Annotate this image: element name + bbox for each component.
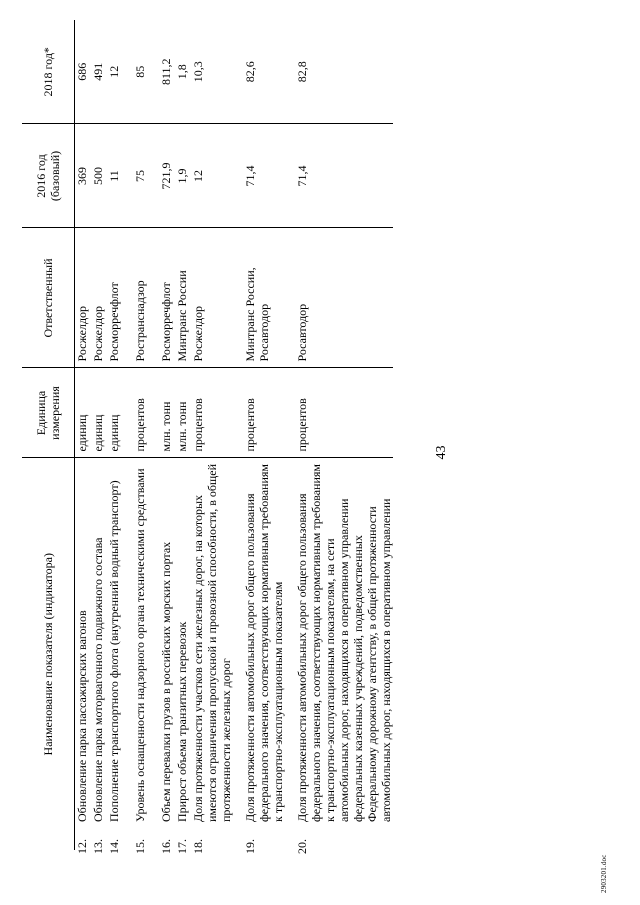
value-2016-cell: 500 xyxy=(91,124,107,228)
header-name: Наименование показателя (индикатора) xyxy=(22,458,75,850)
table-row xyxy=(91,20,107,850)
unit-cell: млн. тонн xyxy=(159,368,175,458)
header-unit: Единица измерения xyxy=(22,368,75,458)
table-row xyxy=(295,20,393,850)
indicator-name-cell xyxy=(243,458,285,854)
indicator-name: Уровень оснащенности надзорного органа техническими средствами xyxy=(133,468,147,822)
indicator-name-cell xyxy=(175,458,191,854)
value-2016-cell: 75 xyxy=(133,124,149,228)
indicator-name: Прирост объема транзитных перевозок xyxy=(175,621,189,822)
indicator-name: Обновление парка пассажирских вагонов xyxy=(75,610,89,822)
unit-cell: процентов xyxy=(191,368,233,458)
unit-cell: процентов xyxy=(295,368,393,458)
value-2016-cell: 71,4 xyxy=(243,124,285,228)
row-number: 14. xyxy=(107,839,121,854)
responsible-cell: Ространснадзор xyxy=(133,228,149,368)
table-row xyxy=(107,20,123,850)
footer-code: 2903201.doc xyxy=(600,854,608,893)
table-row xyxy=(159,20,175,850)
indicator-name: Обновление парка моторвагонного подвижного состава xyxy=(91,537,105,822)
indicator-name-cell xyxy=(91,458,107,854)
value-2016-cell: 721,9 xyxy=(159,124,175,228)
responsible-cell: Росморречфлот xyxy=(159,228,175,368)
responsible-cell: Росжелдор xyxy=(91,228,107,368)
header-responsible: Ответственный xyxy=(22,228,75,368)
value-2018-cell: 82,8 xyxy=(295,20,393,124)
indicator-name-cell xyxy=(191,458,233,854)
row-spacer xyxy=(285,20,295,850)
value-2016-cell: 369 xyxy=(75,124,92,228)
value-2018-cell: 85 xyxy=(133,20,149,124)
table-row xyxy=(75,20,92,850)
row-number: 13. xyxy=(91,839,105,854)
indicator-name-cell xyxy=(159,458,175,854)
value-2016-cell: 11 xyxy=(107,124,123,228)
unit-cell: единиц xyxy=(75,368,92,458)
value-2018-cell: 811,2 xyxy=(159,20,175,124)
value-2018-cell: 686 xyxy=(75,20,92,124)
indicators-table xyxy=(22,20,393,854)
value-2018-cell: 491 xyxy=(91,20,107,124)
row-spacer xyxy=(233,20,243,850)
row-number: 15. xyxy=(133,839,147,854)
indicator-name: Пополнение транспортного флота (внутренний водный транспорт) xyxy=(107,480,121,822)
unit-cell: единиц xyxy=(107,368,123,458)
table-row xyxy=(133,20,149,850)
indicator-name: Доля протяженности участков сети железных дорог, на которых имеются ограничения пропускной и провозной способности, в общей протяженности железных дорог xyxy=(191,463,233,822)
row-number: 12. xyxy=(75,839,89,854)
row-number: 18. xyxy=(191,839,205,854)
responsible-cell: Росморречфлот xyxy=(107,228,123,368)
unit-cell: единиц xyxy=(91,368,107,458)
indicator-name-cell xyxy=(133,458,149,854)
header-2016: 2016 год (базовый) xyxy=(22,124,75,228)
row-spacer xyxy=(149,20,159,850)
table-row xyxy=(243,20,285,850)
page-number: 43 xyxy=(434,445,449,460)
indicator-name: Доля протяженности автомобильных дорог общего пользования федерального значения, соответствующих нормативным требованиям к транспортно-эксплуатационным показателям xyxy=(243,463,285,822)
unit-cell: процентов xyxy=(133,368,149,458)
row-number: 16. xyxy=(159,839,173,854)
value-2016-cell: 12 xyxy=(191,124,233,228)
row-spacer xyxy=(123,20,133,850)
row-number: 20. xyxy=(295,839,309,854)
value-2018-cell: 12 xyxy=(107,20,123,124)
value-2018-cell: 82,6 xyxy=(243,20,285,124)
row-number: 19. xyxy=(243,839,257,854)
value-2016-cell: 71,4 xyxy=(295,124,393,228)
value-2016-cell: 1,9 xyxy=(175,124,191,228)
header-2018: 2018 год* xyxy=(22,20,75,124)
responsible-cell: Минтранс России, Росавтодор xyxy=(243,228,285,368)
indicator-name-cell xyxy=(107,458,123,854)
header-row xyxy=(22,20,75,850)
value-2018-cell: 1,8 xyxy=(175,20,191,124)
responsible-cell: Минтранс России xyxy=(175,228,191,368)
row-number: 17. xyxy=(175,839,189,854)
table-row xyxy=(175,20,191,850)
value-2018-cell: 10,3 xyxy=(191,20,233,124)
indicator-name-cell xyxy=(295,458,393,854)
responsible-cell: Росавтодор xyxy=(295,228,393,368)
indicator-name-cell xyxy=(75,458,92,854)
responsible-cell: Росжелдор xyxy=(75,228,92,368)
unit-cell: млн. тонн xyxy=(175,368,191,458)
unit-cell: процентов xyxy=(243,368,285,458)
responsible-cell: Росжелдор xyxy=(191,228,233,368)
indicator-name: Объем перевалки грузов в российских морских портах xyxy=(159,541,173,822)
table-row xyxy=(191,20,233,850)
indicator-name: Доля протяженности автомобильных дорог общего пользования федерального значения, соответствующих нормативным требованиям к транспортно-эксплуатационным показателям, на сети автомобильных дорог, находящихся в оперативном управлении федеральных казенных учреждений, подведомственных Федеральному дорожному агентству, в общей протяженности автомобильных дорог, находящихся в оперативном управлении xyxy=(295,463,393,822)
